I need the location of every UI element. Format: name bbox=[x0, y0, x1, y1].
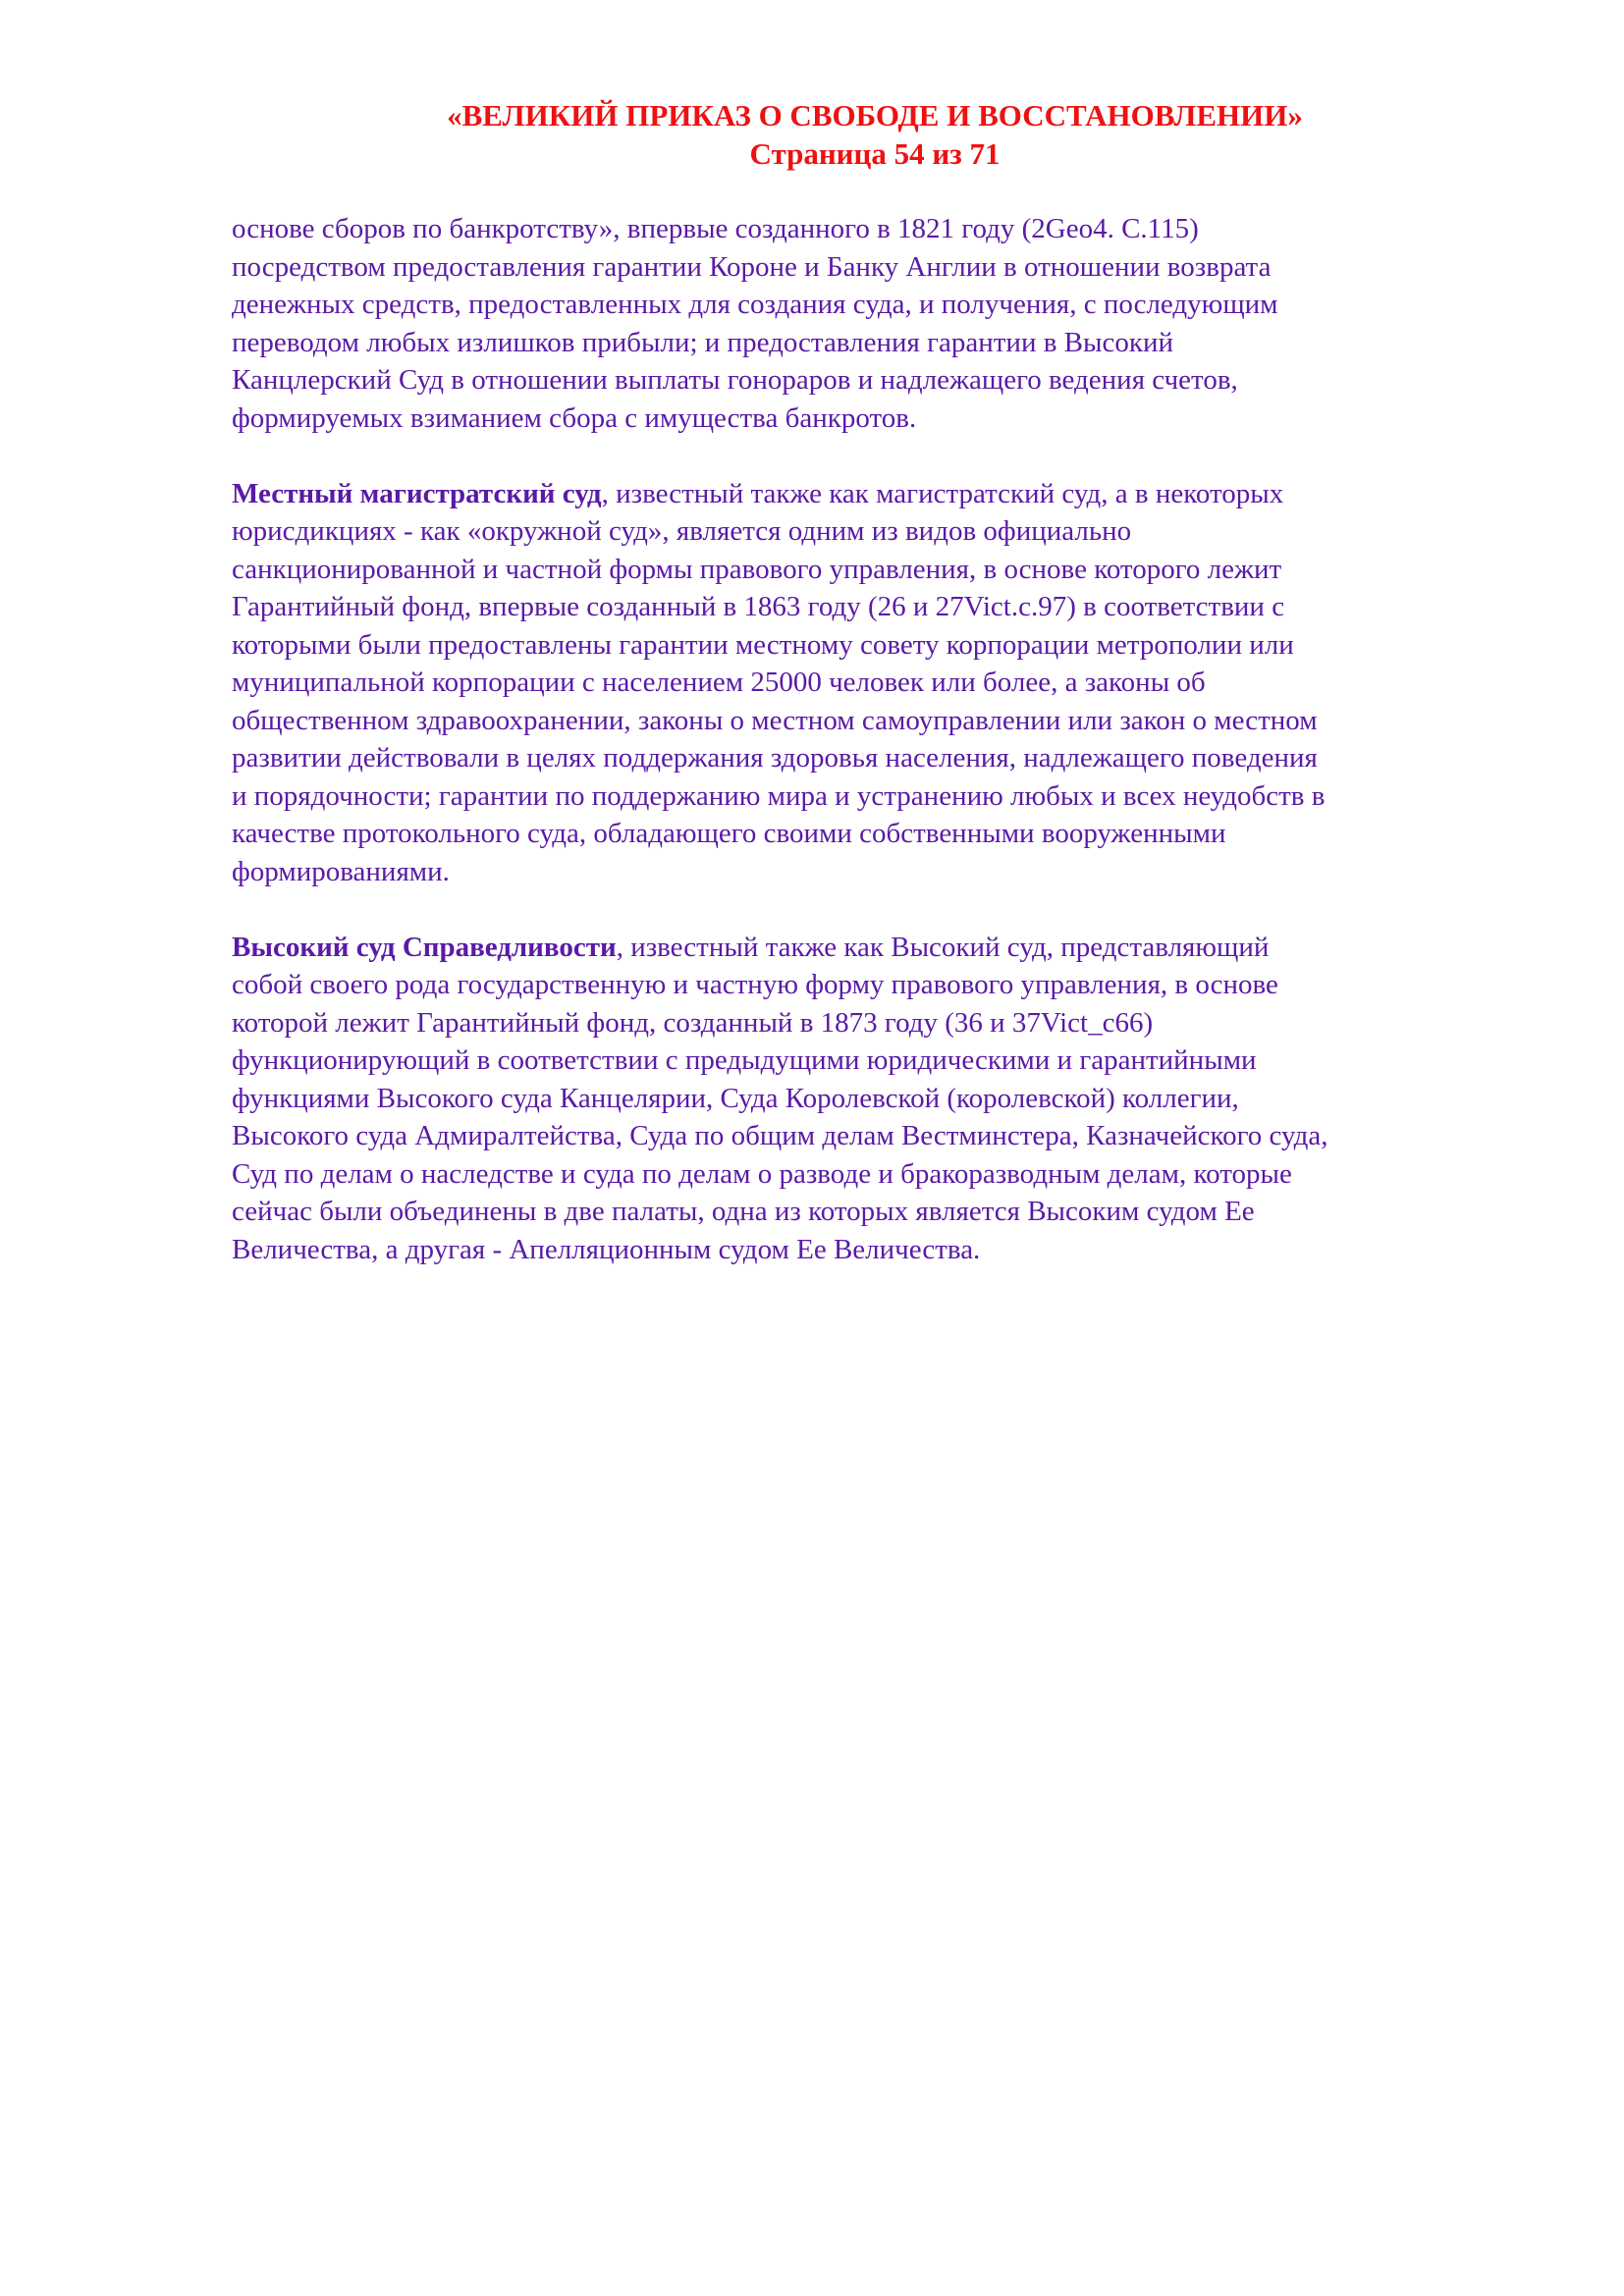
defined-term: Местный магистратский суд bbox=[232, 477, 602, 509]
paragraph-first-line bbox=[232, 929, 1538, 967]
paragraph-line: функциями Высокого суда Канцелярии, Суда Королевской (королевской) коллегии, bbox=[232, 1082, 1239, 1114]
paragraph-magistrates-court bbox=[232, 475, 1538, 891]
document-body bbox=[232, 210, 1538, 1268]
paragraph-line: основе сборов по банкротству», впервые созданного в 1821 году (2Geo4. C.115) bbox=[232, 213, 1199, 244]
paragraph-gap bbox=[232, 437, 1538, 475]
paragraph-line: развитии действовали в целях поддержания здоровья населения, надлежащего поведения bbox=[232, 742, 1318, 774]
paragraph-line: Величества, а другая - Апелляционным судом Ее Величества. bbox=[232, 1233, 981, 1265]
page-header bbox=[232, 96, 1518, 173]
paragraph-line: Суд по делам о наследстве и суда по делам о разводе и бракоразводным делам, которые bbox=[232, 1157, 1292, 1190]
paragraph-line: Высокого суда Адмиралтейства, Суда по общим делам Вестминстера, Казначейского суда, bbox=[232, 1120, 1328, 1151]
paragraph-line: качестве протокольного суда, обладающего своими собственными вооруженными bbox=[232, 818, 1226, 849]
page-indicator: Страница 54 из 71 bbox=[749, 136, 1001, 171]
paragraph-line: Канцлерский Суд в отношении выплаты гонораров и надлежащего ведения счетов, bbox=[232, 364, 1238, 396]
first-line-rest: , известный также как магистратский суд, а в некоторых bbox=[601, 477, 1284, 509]
paragraph-line: муниципальной корпорации с населением 25000 человек или более, а законы об bbox=[232, 667, 1206, 698]
paragraph-line: юрисдикциях - как «окружной суд», является одним из видов официально bbox=[232, 515, 1132, 547]
paragraph-line: которыми были предоставлены гарантии местному совету корпорации метрополии или bbox=[232, 628, 1294, 661]
paragraph-line: санкционированной и частной формы правового управления, в основе которого лежит bbox=[232, 553, 1282, 585]
paragraph-first-line bbox=[232, 475, 1538, 513]
paragraph-gap bbox=[232, 890, 1538, 929]
paragraph-line: функционирующий в соответствии с предыдущими юридическими и гарантийными bbox=[232, 1044, 1257, 1076]
paragraph-line: посредством предоставления гарантии Короне и Банку Англии в отношении возврата bbox=[232, 250, 1272, 283]
paragraph-high-court bbox=[232, 929, 1538, 1269]
paragraph-line: общественном здравоохранении, законы о местном самоуправлении или закон о местном bbox=[232, 704, 1318, 736]
paragraph-line: переводом любых излишков прибыли; и предоставления гарантии в Высокий bbox=[232, 326, 1173, 358]
paragraph-line: и порядочности; гарантии по поддержанию мира и устранению любых и всех неудобств в bbox=[232, 779, 1326, 812]
paragraph-bankruptcy-fees bbox=[232, 210, 1538, 437]
defined-term: Высокий суд Справедливости bbox=[232, 931, 617, 963]
paragraph-line: денежных средств, предоставленных для создания суда, и получения, с последующим bbox=[232, 289, 1278, 320]
paragraph-line: сейчас были объединены в две палаты, одна из которых является Высоким судом Ее bbox=[232, 1196, 1255, 1227]
paragraph-line: которой лежит Гарантийный фонд, созданный в 1873 году (36 и 37Vict_c66) bbox=[232, 1006, 1154, 1039]
paragraph-line: формированиями. bbox=[232, 855, 450, 887]
paragraph-line: собой своего рода государственную и частную форму правового управления, в основе bbox=[232, 969, 1278, 1000]
paragraph-line: Гарантийный фонд, впервые созданный в 1863 году (26 и 27Vict.c.97) в соответствии с bbox=[232, 591, 1285, 622]
paragraph-line: формируемых взиманием сбора с имущества банкротов. bbox=[232, 401, 917, 434]
first-line-rest: , известный также как Высокий суд, представляющий bbox=[616, 931, 1270, 963]
document-title: «ВЕЛИКИЙ ПРИКАЗ О СВОБОДЕ И ВОССТАНОВЛЕНИИ» bbox=[447, 98, 1303, 133]
